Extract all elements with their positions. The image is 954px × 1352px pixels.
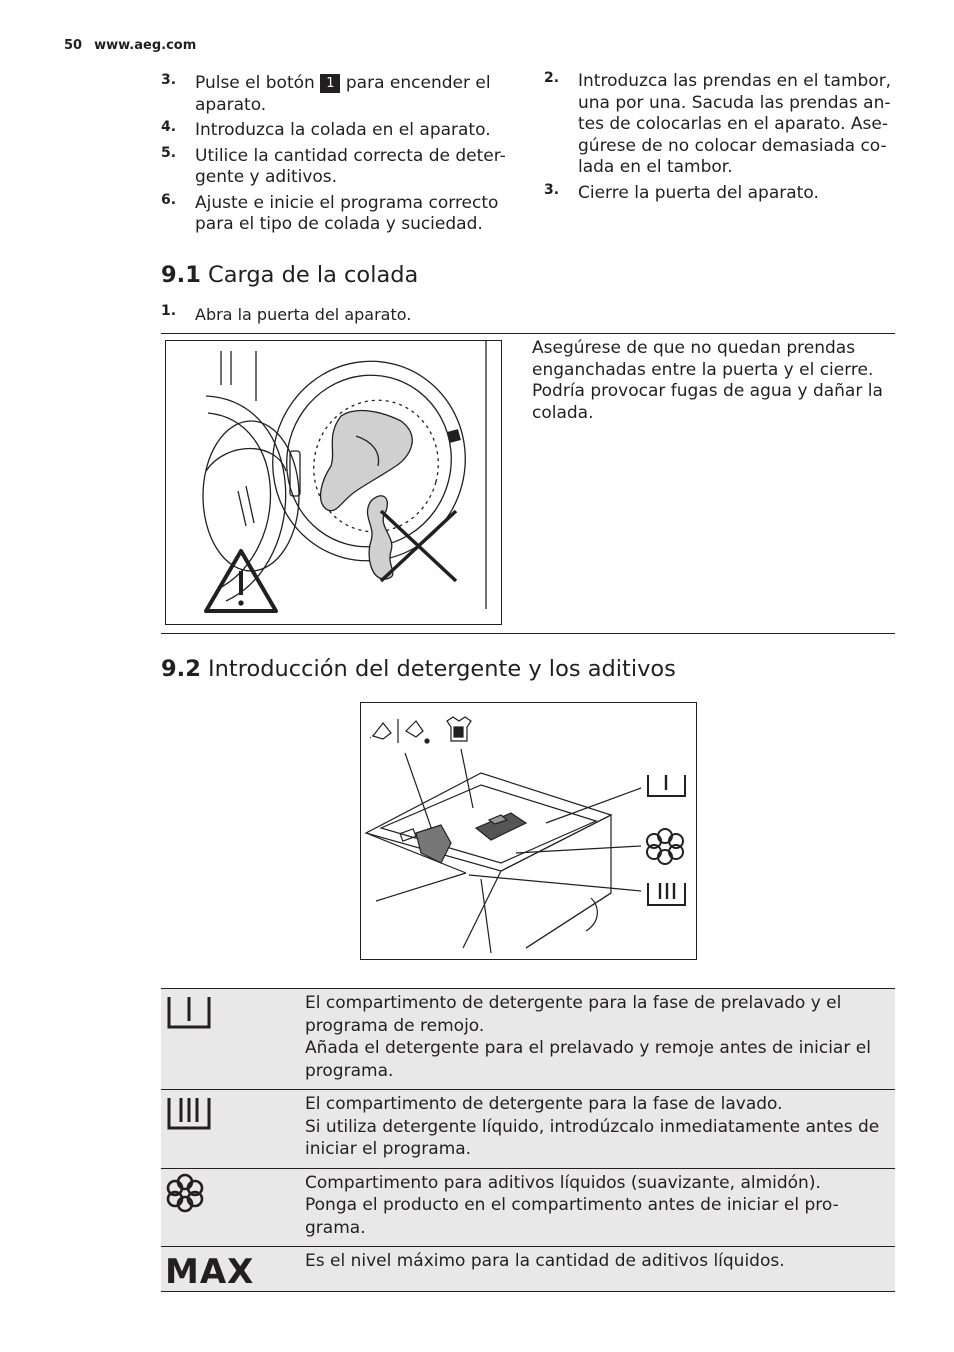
- list-item: 4. Introduzca la colada en el aparato.: [161, 119, 491, 140]
- main-wash-icon: [165, 1094, 213, 1132]
- divider: [161, 633, 895, 634]
- prewash-icon: [165, 993, 213, 1031]
- site-url: www.aeg.com: [94, 38, 197, 53]
- section-92-heading: 9.2 Introducción del detergente y los aditivos: [161, 656, 676, 682]
- flower-icon: [165, 1173, 205, 1213]
- dispenser-illustration: [360, 702, 697, 960]
- steps-left: [161, 73, 511, 240]
- max-label: MAX: [165, 1252, 255, 1292]
- power-key-badge: 1: [320, 74, 340, 93]
- table-row: El compartimento de detergente para la fase de lavado. Si utiliza detergente líquido, introdúzcalo inmediatamente antes de iniciar el programa.: [161, 1090, 895, 1169]
- list-item: 1. Abra la puerta del aparato.: [161, 303, 412, 324]
- section-91-heading: 9.1 Carga de la colada: [161, 262, 419, 288]
- list-item: 5. Utilice la cantidad correcta de deter-gente y aditivos.: [161, 144, 506, 187]
- list-item: 2. Introduzca las prendas en el tambor, una por una. Sacuda las prendas an-tes de colocarlas en el aparato. Ase-gúrese de no colocar demasiada co-lada en el tambor.: [544, 70, 892, 177]
- washer-door-illustration: [165, 340, 502, 625]
- list-item: 6. Ajuste e inicie el programa correcto para el tipo de colada y suciedad.: [161, 191, 499, 234]
- table-row: El compartimento de detergente para la fase de prelavado y el programa de remojo. Añada el detergente para el prelavado y remoje antes de iniciar el programa.: [161, 989, 895, 1090]
- page-number: 50: [64, 38, 83, 53]
- section-91-steps: [161, 304, 521, 330]
- divider: [161, 333, 895, 334]
- table-row: Compartimento para aditivos líquidos (suavizante, almidón). Ponga el producto en el compartimento antes de iniciar el pro-grama.: [161, 1168, 895, 1247]
- warning-note: Asegúrese de que no quedan prendas enganchadas entre la puerta y el cierre. Podría provocar fugas de agua y dañar la colada.: [532, 338, 883, 423]
- detergent-symbols-icon: [370, 717, 471, 743]
- compartments-table: [161, 988, 895, 1292]
- page-header: [64, 38, 196, 53]
- list-item: 3. Cierre la puerta del aparato.: [544, 181, 819, 203]
- steps-right: [544, 71, 896, 208]
- table-row: MAX Es el nivel máximo para la cantidad de aditivos líquidos.: [161, 1247, 895, 1292]
- list-item: 3. Pulse el botón 1 para encender el aparato.: [161, 72, 491, 115]
